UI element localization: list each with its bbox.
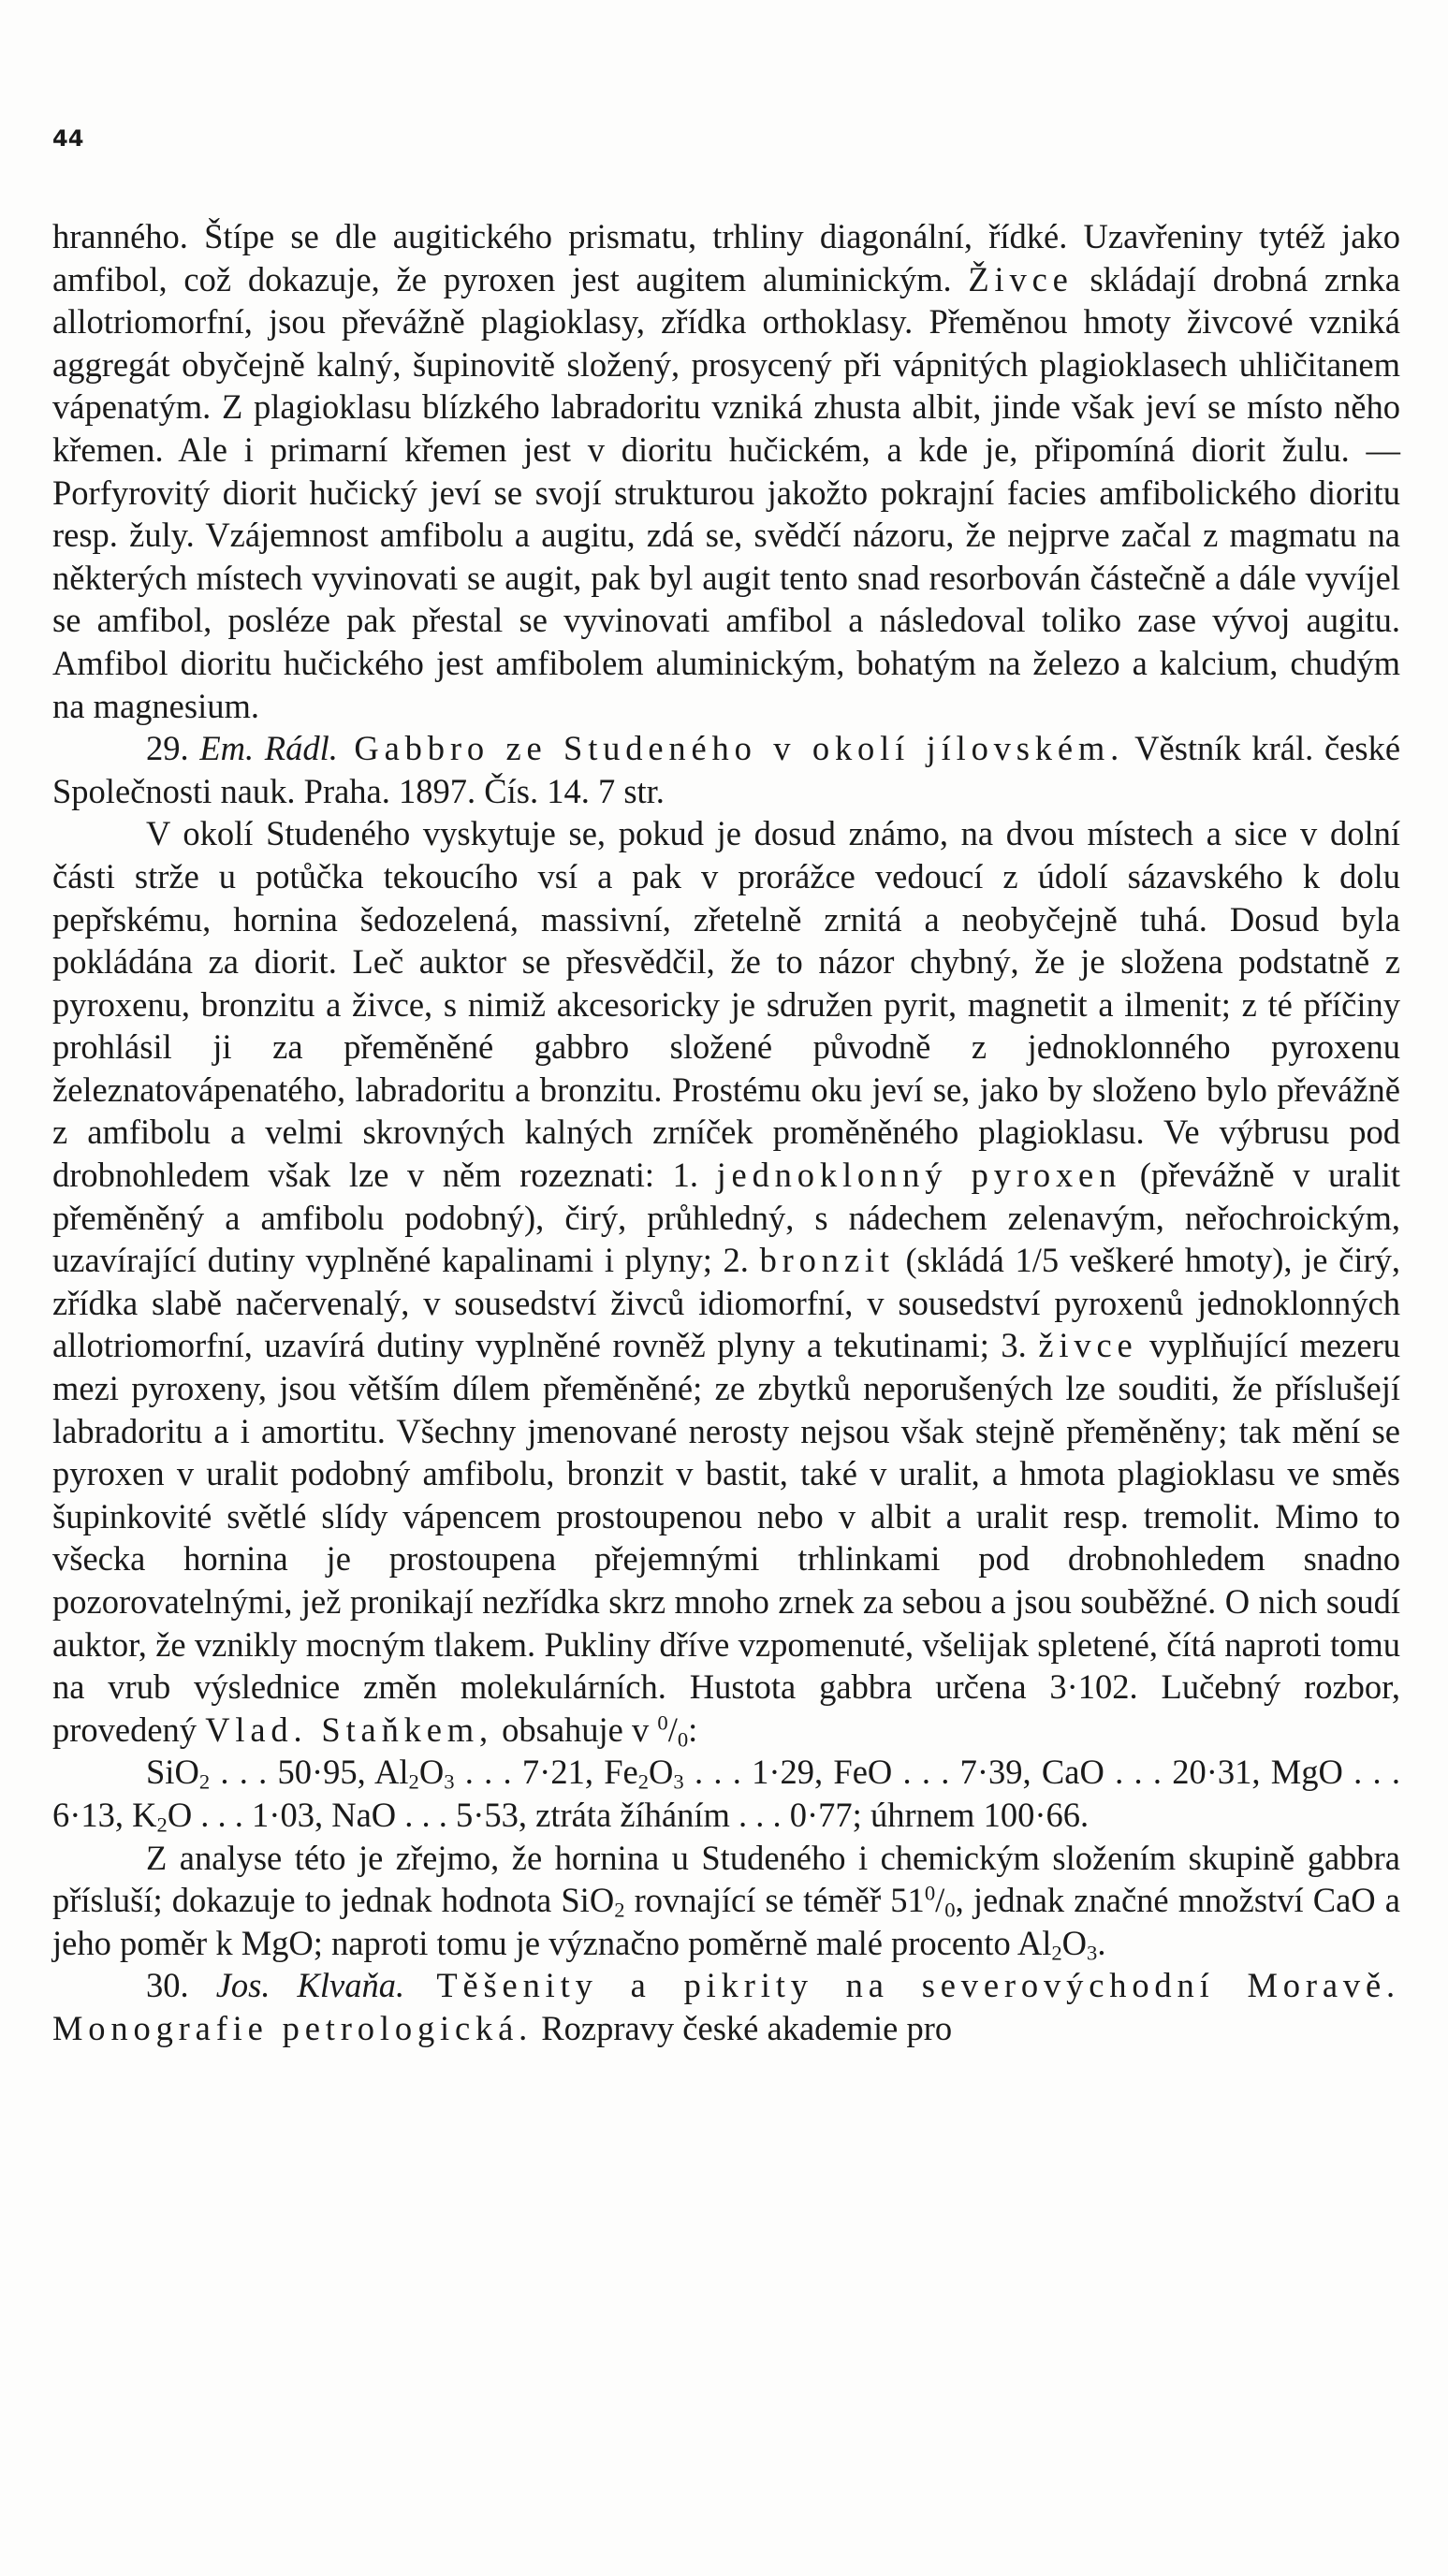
text-run: rovnající se téměř 51	[624, 1881, 925, 1920]
formula-al: Al	[374, 1753, 409, 1792]
text-run: V okolí Studeného vyskytuje se, pokud je dosud známo, na dvou místech a sice v dolní části strže u potůčka tekoucího vsí a pak v prorážce vedoucí z údolí sázavského k dolu pepřskému, hornina šedozelená, massivní, zřetelně zrnitá a neobyčejně tuhá. Dosud byla pokládána za diorit. Leč auktor se přesvědčil, že to názor chybný, že je složena podstatně z pyroxenu, bronzitu a živce, s nimiž akcesoricky je sdružen pyrit, magnetit a ilmenit; z té příčiny prohlásil ji za přeměněné gabbro složené původně z jednoklonného pyroxenu železnatovápenatého, labradoritu a bronzitu. Prostému oku jeví se, jako by složeno bylo převážně z amfibolu a velmi skrovných kalných zrníček proměněného plagioklasu. Ve výbrusu pod drobnohledem však lze v něm rozeznati: 1.	[52, 814, 1400, 1195]
subscript: 3	[444, 1770, 455, 1795]
value: . . . 7·21,	[454, 1753, 605, 1792]
text-run: , jednak značné množství CaO a jeho poměr k MgO; naproti tomu je význačno poměrně malé procento Al	[52, 1881, 1400, 1962]
reference-source: Věstník král. české Společnosti nauk. Praha. 1897. Čís. 14. 7 str.	[52, 729, 1401, 810]
formula-k: K	[132, 1795, 157, 1834]
spaced-term-zivce: živce	[1038, 1326, 1138, 1365]
page-number: 44	[52, 125, 84, 152]
text-run: (skládá	[894, 1241, 1016, 1280]
text-run: .	[1097, 1923, 1106, 1962]
percent-sub: 0	[677, 1727, 689, 1752]
fraction: 1/5	[1015, 1241, 1060, 1280]
formula-o: O	[649, 1753, 674, 1792]
spaced-term-bronzit: bronzit	[759, 1241, 895, 1280]
text-run: :	[688, 1710, 698, 1749]
paragraph-gabbro-description	[52, 812, 1400, 1751]
percent-slash: /	[667, 1710, 678, 1749]
paragraph-diorite-description	[52, 215, 1400, 727]
subscript: 2	[637, 1770, 650, 1795]
text-run: obsahuje v	[493, 1710, 658, 1749]
text-run: (převážně v uralit přeměněný a amfibolu podobný), čirý, průhledný, s nádechem zelenavým, neřochroickým, uzavírající dutiny vyplněné kapalinami i plyny; 2.	[52, 1156, 1400, 1280]
subscript: 2	[614, 1898, 625, 1922]
reference-author: Jos. Klvaňa.	[215, 1966, 405, 2005]
value: O . . . 1·03, NaO . . . 5·53, ztráta žíháním . . . 0·77; úhrnem 100·66.	[167, 1795, 1090, 1834]
percent-sub: 0	[944, 1898, 956, 1922]
formula-fe: Fe	[604, 1753, 638, 1792]
reference-title: Těšenity a pikrity na severovýchodní Moravě. Monografie petrologická.	[52, 1966, 1400, 2047]
text-run: vyplňující mezeru mezi pyroxeny, jsou větším dílem přeměněné; ze zbytků neporušených lze souditi, že příslušejí labradoritu a i amortitu. Všechny jmenované nerosty nejsou však stejně přeměněny; tak mění se pyroxen v uralit podobný amfibolu, bronzit v bastit, také v uralit, a hmota plagioklasu ve směs šupinkovité světlé slídy vápencem prostoupenou nebo v albit a uralit resp. tremolit. Mimo to všecka hornina je prostoupena přejemnými trhlinkami pod drobnohledem snadno pozorovatelnými, jež pronikají nezřídka skrz mnoho zrnek za sebou a jsou souběžné. O nich soudí auktor, že vznikly mocným tlakem. Pukliny dříve vzpomenuté, všelijak spletené, čítá naproti tomu na vrub výslednice změn molekulárních. Hustota gabbra určena 3·102. Lučebný rozbor, provedený	[52, 1326, 1400, 1749]
subscript: 3	[673, 1770, 684, 1795]
formula-o: O	[418, 1753, 445, 1792]
subscript: 2	[156, 1812, 168, 1837]
reference-30	[52, 1964, 1400, 2049]
text-run: veškeré hmoty), je čirý, zřídka slabě načervenalý, v sousedství živců idiomorfní, v sousedství pyroxenů jednoklonných allotriomorfní, uzavírá dutiny vyplněné rovněž plyny a tekutinami; 3.	[52, 1241, 1400, 1365]
percent-slash: /	[935, 1881, 945, 1920]
subscript: 2	[198, 1770, 211, 1795]
value: . . . 50·95,	[210, 1753, 375, 1792]
spaced-term-zivce: Živce	[968, 259, 1074, 298]
reference-29	[52, 727, 1400, 812]
formula-sio2: SiO	[146, 1753, 199, 1792]
text-run: skládají drobná zrnka allotriomorfní, jsou převážně plagioklasy, zřídka orthoklasy. Přeměnou hmoty živcové vzniká aggregát obyčejně kalný, šupinovitě složený, prosycený při vápnitých plagioklasech uhličitanem vápenatým. Z plagioklasu blízkého labradoritu vzniká zhusta albit, jinde však jeví se místo něho křemen. Ale i primarní křemen jest v dioritu hučickém, a kde je, připomíná diorit žulu. — Porfyrovitý diorit hučický jeví se svojí strukturou jakožto pokrajní facies amfibolického dioritu resp. žuly. Vzájemnost amfibolu a augitu, zdá se, svědčí názoru, že nejprve začal z magmatu na některých místech vyvinovati se augit, pak byl augit tento snad resorbován částečně a dále vyvíjel se amfibol, posléze pak přestal se vyvinovati amfibol a následoval toliko zase vývoj augitu. Amfibol dioritu hučického jest amfibolem aluminickým, bohatým na železo a kalcium, chudým na magnesium.	[52, 259, 1400, 725]
body-text	[52, 215, 1400, 2050]
reference-number: 29.	[146, 729, 200, 768]
percent-sup: 0	[924, 1881, 936, 1905]
text-run: hranného. Štípe se dle augitického prismatu, trhliny diagonální, řídké. Uzavřeniny tytéž jako amfibol, což dokazuje, že pyroxen jest augitem aluminickým.	[52, 217, 1400, 298]
reference-title: Gabbro ze Studeného v okolí jílovském.	[337, 729, 1125, 768]
value: . . . 1·29, FeO . . . 7·39, CaO . . . 20·31, MgO . . . 6·13,	[52, 1753, 1400, 1834]
subscript: 3	[1087, 1941, 1098, 1965]
paragraph-analysis-conclusion	[52, 1837, 1400, 1965]
formula-o: O	[1061, 1923, 1088, 1962]
analyst-name: Vlad. Staňkem,	[205, 1710, 494, 1749]
reference-source: Rozpravy české akademie pro	[533, 2008, 953, 2047]
percent-sup: 0	[657, 1710, 668, 1735]
subscript: 2	[408, 1770, 419, 1795]
chemical-analysis	[52, 1751, 1400, 1836]
reference-number: 30.	[146, 1966, 216, 2005]
text-run: Z analyse této je zřejmo, že hornina u Studeného i chemickým složením skupině gabbra přísluší; dokazuje to jednak hodnota SiO	[52, 1838, 1400, 1920]
reference-author: Em. Rádl.	[199, 729, 338, 768]
subscript: 2	[1051, 1941, 1062, 1965]
spaced-term-pyroxen: jednoklonný pyroxen	[716, 1156, 1122, 1195]
